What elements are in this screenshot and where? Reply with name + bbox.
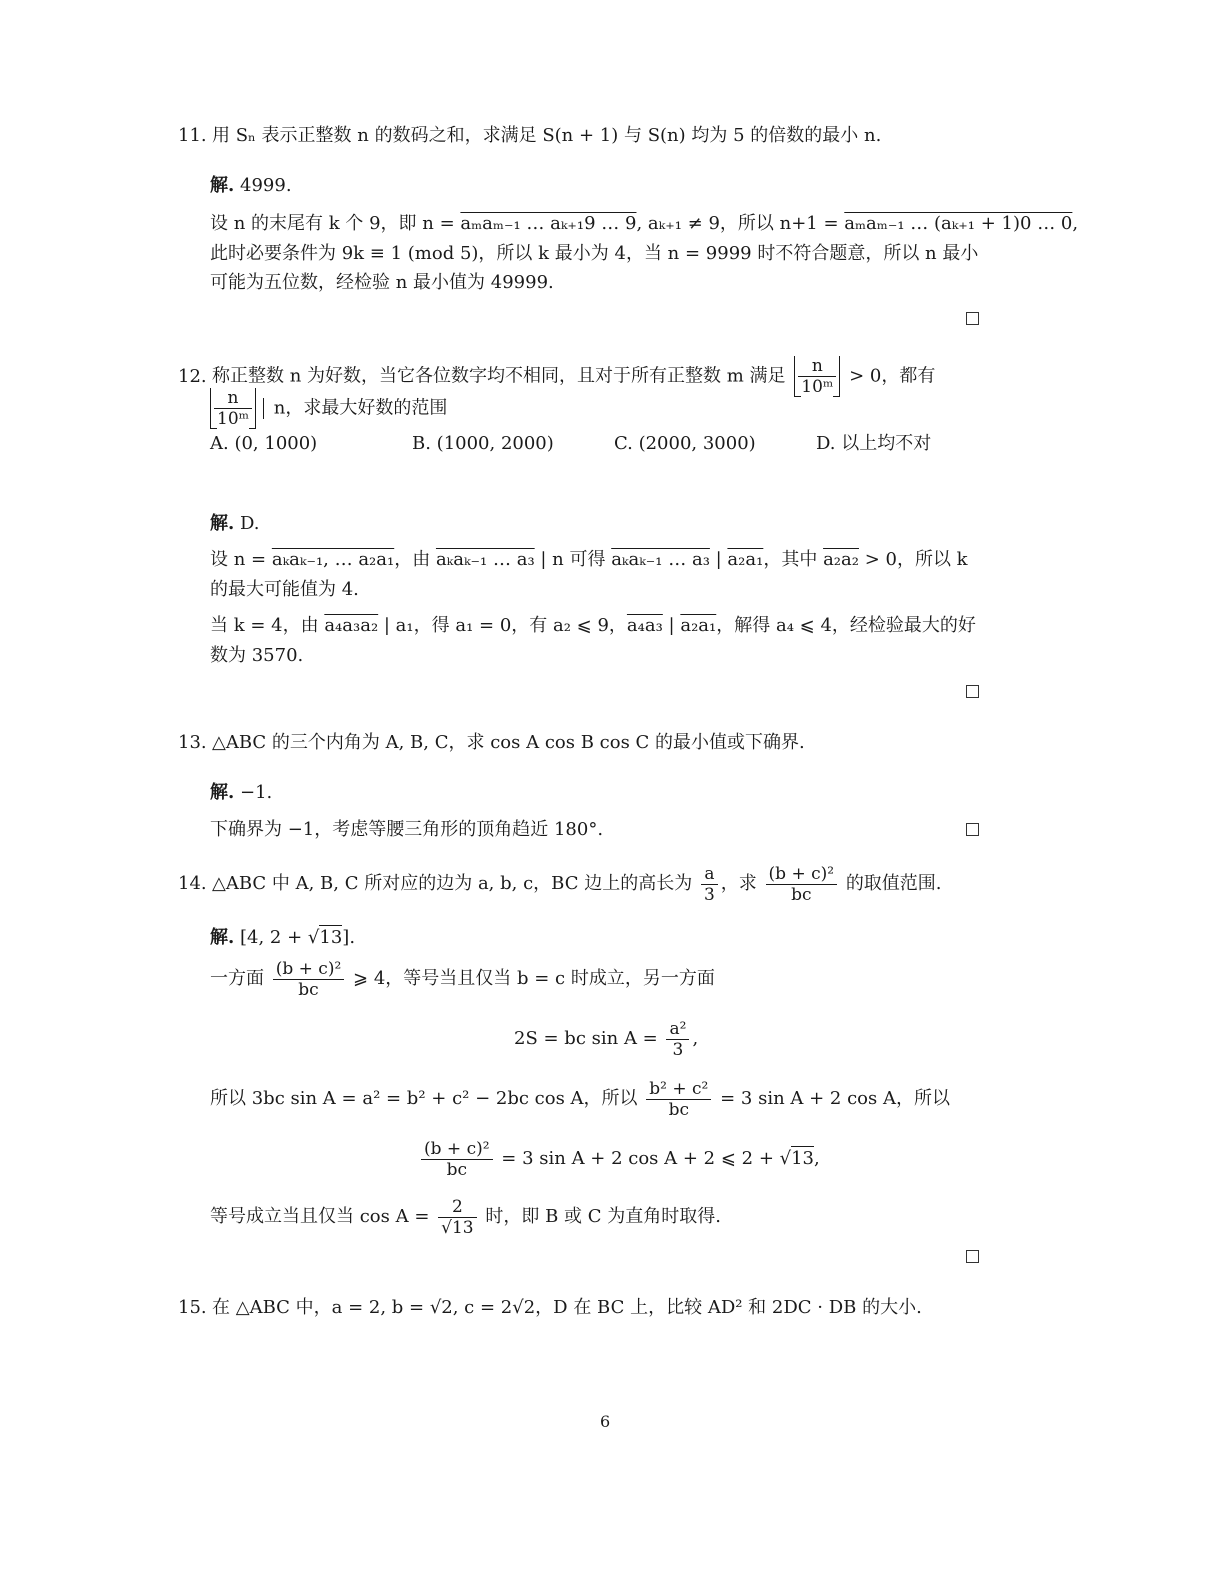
problem-12-question-line-2: $\frac{n}{\text{10ᵐ}}$ n，求最大好数的范围: [210, 388, 447, 429]
fraction: $\frac{\text{a²}}{3}$: [666, 1019, 689, 1060]
problem-12-solution-line-2: 的最大可能值为 4.: [210, 579, 359, 600]
problem-number: 11.: [178, 125, 207, 146]
problem-13-solution-line-1: 下确界为 −1，考虑等腰三角形的顶角趋近 180°.: [210, 819, 604, 840]
problem-13-answer: 解. −1.: [210, 782, 273, 803]
display-equation-2: $\frac{\text{(b + c)²}}{bc}$ = 3 sin A + 2 cos A + 2 ⩽ 2 + √13,: [418, 1136, 820, 1182]
problem-14-question: 14. △ABC 中 A, B, C 所对应的边为 a, b, c，BC 边上的高长为 $\frac{a}{3}$ ，求 $\frac{\text{(b + c)²}}{bc}$ 的取值范围.: [178, 863, 942, 905]
problem-12-solution-line-3: 当 k = 4，由 a₄a₃a₂ | a₁，得 a₁ = 0，有 a₂ ⩽ 9，a₄a₃ | a₂a₁，解得 a₄ ⩽ 4，经检验最大的好: [210, 615, 976, 636]
problem-11-solution-line-3: 可能为五位数，经检验 n 最小值为 49999.: [210, 272, 554, 293]
fraction: $\frac{\text{(b + c)²}}{bc}$: [273, 959, 345, 1000]
display-equation-1: 2S = bc sin A = $\frac{\text{a²}}{3}$ ,: [514, 1018, 699, 1060]
problem-11-solution-line-1: 设 n 的末尾有 k 个 9，即 n = aₘaₘ₋₁ … aₖ₊₁9 … 9, aₖ₊₁ ≠ 9，所以 n+1 = aₘaₘ₋₁ … (aₖ₊₁ + 1)0 … 0,: [210, 213, 1079, 234]
fraction: $\frac{a}{3}$: [701, 864, 718, 905]
option-d: D. 以上均不对: [816, 433, 932, 454]
qed-square-icon: [966, 823, 979, 836]
problem-12-answer: 解. D.: [210, 513, 260, 534]
page-number: 6: [600, 1412, 611, 1431]
fraction: $\frac{\text{(b + c)²}}{bc}$: [421, 1139, 493, 1180]
option-c: C. (2000, 3000): [614, 433, 756, 454]
qed-square-icon: [966, 1250, 979, 1263]
problem-14-solution-line-1: 一方面 $\frac{\text{(b + c)²}}{bc}$ ⩾ 4，等号当且仅当 b = c 时成立，另一方面: [210, 958, 715, 1000]
fraction: $\frac{\text{(b + c)²}}{bc}$: [766, 864, 838, 905]
floor-bracket: $\frac{n}{\text{10ᵐ}}$: [210, 388, 256, 429]
qed-square-icon: [966, 312, 979, 325]
problem-14-solution-line-2: 所以 3bc sin A = a² = b² + c² − 2bc cos A，所以 $\frac{\text{b² + c²}}{bc}$ = 3 sin A + 2 cos A，所以: [210, 1078, 950, 1120]
problem-11-answer: 解. 4999.: [210, 175, 292, 196]
problem-11-question: 11. 用 Sₙ 表示正整数 n 的数码之和，求满足 S(n + 1) 与 S(n) 均为 5 的倍数的最小 n.: [178, 125, 882, 146]
problem-14-answer: 解. [4, 2 + √13].: [210, 927, 356, 948]
floor-bracket: $\frac{n}{\text{10ᵐ}}$: [794, 356, 840, 397]
problem-12-question-line-1: 12. 称正整数 n 为好数，当它各位数字均不相同，且对于所有正整数 m 满足 $\frac{n}{\text{10ᵐ}}$ > 0，都有: [178, 356, 936, 397]
option-a: A. (0, 1000): [210, 433, 318, 454]
fraction: $\frac{\text{b² + c²}}{bc}$: [646, 1079, 711, 1120]
problem-15-question: 15. 在 △ABC 中，a = 2, b = √2, c = 2√2，D 在 BC 上，比较 AD² 和 2DC · DB 的大小.: [178, 1297, 922, 1318]
fraction: $\frac{2}{√13}$: [438, 1197, 476, 1238]
problem-11-solution-line-2: 此时必要条件为 9k ≡ 1 (mod 5)，所以 k 最小为 4，当 n = 9999 时不符合题意，所以 n 最小: [210, 243, 979, 264]
option-b: B. (1000, 2000): [412, 433, 554, 454]
problem-13-question: 13. △ABC 的三个内角为 A, B, C，求 cos A cos B cos C 的最小值或下确界.: [178, 732, 805, 753]
problem-12-solution-line-1: 设 n = aₖaₖ₋₁, … a₂a₁，由 aₖaₖ₋₁ … a₃ | n 可得 aₖaₖ₋₁ … a₃ | a₂a₁，其中 a₂a₂ > 0，所以 k: [210, 549, 968, 570]
problem-12-solution-line-4: 数为 3570.: [210, 645, 304, 666]
qed-square-icon: [966, 685, 979, 698]
problem-14-solution-line-3: 等号成立当且仅当 cos A = $\frac{2}{√13}$ 时，即 B 或 C 为直角时取得.: [210, 1196, 721, 1238]
